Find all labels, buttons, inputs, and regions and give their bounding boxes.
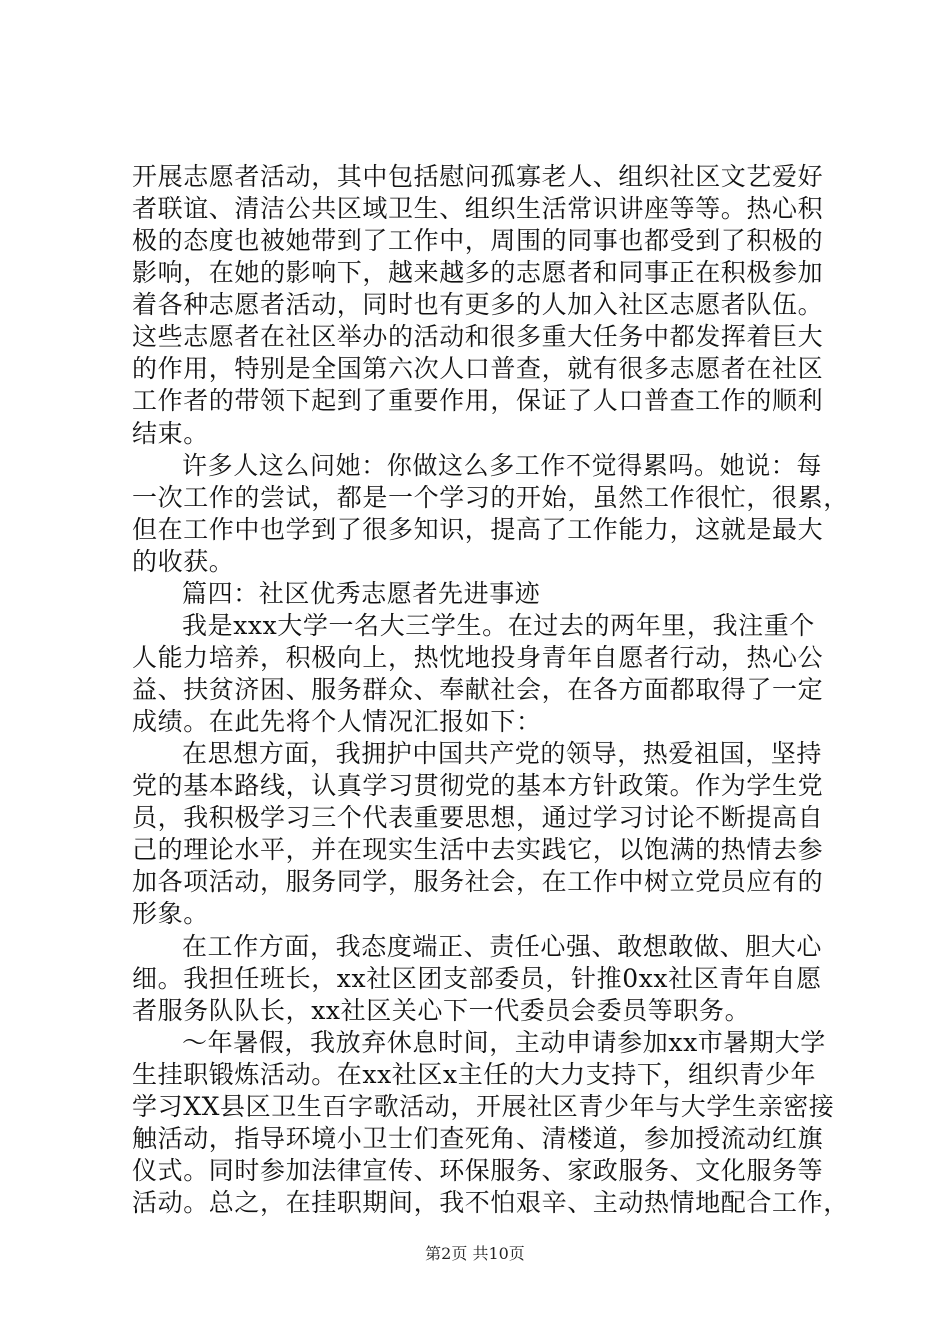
text-line: 者服务队队长，xx社区关心下一代委员会委员等职务。 — [132, 996, 751, 1025]
text-line: 开展志愿者活动，其中包括慰问孤寡老人、组织社区文艺爱好 — [132, 162, 824, 191]
paragraph-start-line: ～年暑假，我放弃休息时间，主动申请参加xx市暑期大学 — [182, 1028, 826, 1057]
paragraph-start-line: 在工作方面，我态度端正、责任心强、敢想敢做、胆大心 — [182, 932, 823, 961]
text-line: 这些志愿者在社区举办的活动和很多重大任务中都发挥着巨大 — [132, 322, 824, 351]
paragraph-start-line: 我是xxx大学一名大三学生。在过去的两年里，我注重个 — [182, 611, 815, 640]
text-line: 的收获。 — [132, 547, 235, 576]
text-line: 活动。总之，在挂职期间，我不怕艰辛、主动热情地配合工作， — [132, 1188, 849, 1217]
text-line: 细。我担任班长，xx社区团支部委员，针推0xx社区青年自愿 — [132, 964, 822, 993]
text-line: 加各项活动，服务同学，服务社会，在工作中树立党员应有的 — [132, 867, 824, 896]
text-line: 党的基本路线，认真学习贯彻党的基本方针政策。作为学生党 — [132, 771, 824, 800]
text-line: 极的态度也被她带到了工作中，周围的同事也都受到了积极的 — [132, 226, 824, 255]
text-line: 结束。 — [132, 419, 209, 448]
text-line: 仪式。同时参加法律宣传、环保服务、家政服务、文化服务等 — [132, 1156, 824, 1185]
text-line: 着各种志愿者活动，同时也有更多的人加入社区志愿者队伍。 — [132, 290, 824, 319]
text-line: 学习XX县区卫生百字歌活动，开展社区青少年与大学生亲密接 — [132, 1092, 835, 1121]
paragraph-start-line: 许多人这么问她：你做这么多工作不觉得累吗。她说：每 — [182, 451, 823, 480]
text-line: 成绩。在此先将个人情况汇报如下： — [132, 707, 542, 736]
text-line: 但在工作中也学到了很多知识，提高了工作能力，这就是最大 — [132, 515, 824, 544]
text-line: 员，我积极学习三个代表重要思想，通过学习讨论不断提高自 — [132, 803, 824, 832]
page-footer: 第2页 共10页 — [425, 1244, 525, 1263]
text-line: 己的理论水平，并在现实生活中去实践它，以饱满的热情去参 — [132, 835, 824, 864]
text-line: 一次工作的尝试，都是一个学习的开始，虽然工作很忙，很累， — [132, 483, 849, 512]
text-line: 触活动，指导环境小卫士们查死角、清楼道，参加授流动红旗 — [132, 1124, 824, 1153]
text-line: 形象。 — [132, 899, 209, 928]
text-line: 者联谊、清洁公共区域卫生、组织生活常识讲座等等。热心积 — [132, 194, 824, 223]
text-line: 的作用，特别是全国第六次人口普查，就有很多志愿者在社区 — [132, 354, 824, 383]
paragraph-start-line: 在思想方面，我拥护中国共产党的领导，热爱祖国，坚持 — [182, 739, 823, 768]
section-heading: 篇四：社区优秀志愿者先进事迹 — [182, 579, 541, 608]
text-line: 人能力培养，积极向上，热忱地投身青年自愿者行动，热心公 — [132, 643, 824, 672]
text-line: 生挂职锻炼活动。在xx社区x主任的大力支持下，组织青少年 — [132, 1060, 817, 1089]
text-line: 工作者的带领下起到了重要作用，保证了人口普查工作的顺利 — [132, 386, 824, 415]
text-line: 影响，在她的影响下，越来越多的志愿者和同事正在积极参加 — [132, 258, 824, 287]
text-line: 益、扶贫济困、服务群众、奉献社会，在各方面都取得了一定 — [132, 675, 824, 704]
